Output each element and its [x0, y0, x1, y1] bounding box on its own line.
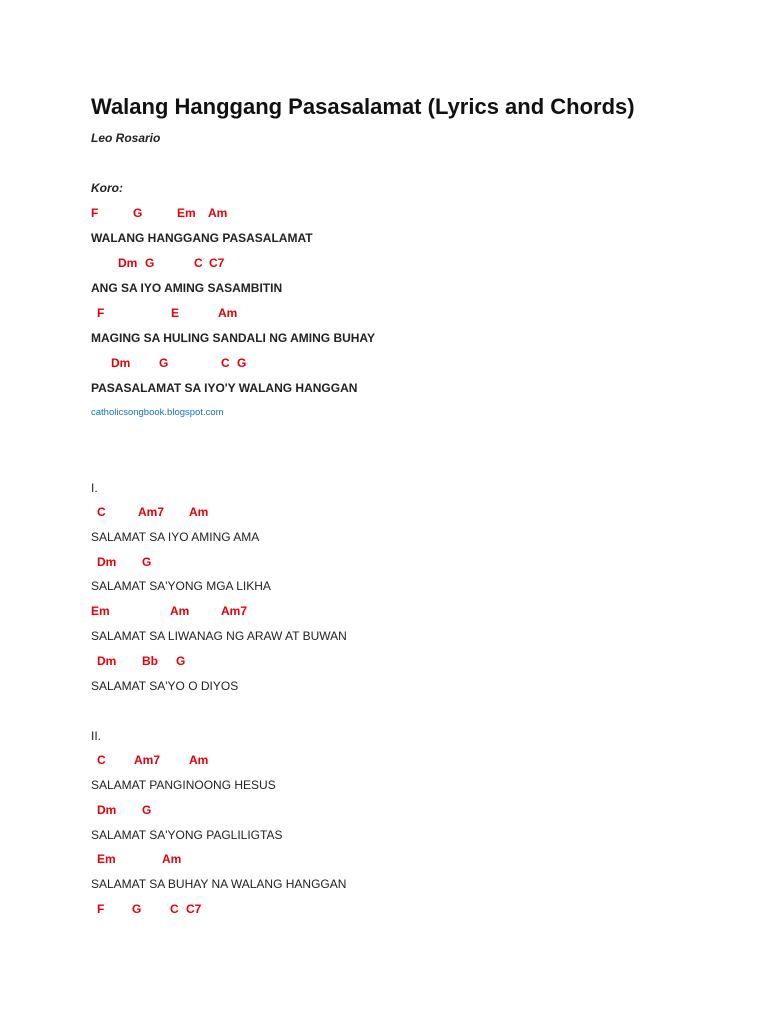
verse-1-label: I. — [91, 481, 98, 495]
source-link[interactable]: catholicsongbook.blogspot.com — [91, 407, 224, 418]
chord: G — [176, 654, 186, 668]
chord: Em — [91, 604, 110, 618]
chord-line — [91, 256, 391, 270]
chord: F — [91, 206, 99, 220]
chord: Dm — [97, 555, 117, 569]
lyric-line: SALAMAT PANGINOONG HESUS — [91, 778, 276, 792]
chord: Am — [170, 604, 190, 618]
lyric-line: SALAMAT SA IYO AMING AMA — [91, 530, 260, 544]
chord: C7 — [209, 256, 225, 270]
chord: C — [221, 356, 230, 370]
chord: Am7 — [134, 753, 161, 767]
chord: C — [97, 505, 106, 519]
chord: C — [194, 256, 203, 270]
chord-line — [91, 654, 391, 668]
chord-line — [91, 505, 391, 519]
chord: C — [170, 902, 179, 916]
chord: E — [171, 306, 180, 320]
chord: G — [142, 803, 152, 817]
chord-line — [91, 852, 391, 866]
chord: C — [97, 753, 106, 767]
chord: Am — [162, 852, 182, 866]
chord: Em — [97, 852, 116, 866]
chord: Dm — [97, 654, 117, 668]
chord-line — [91, 753, 391, 767]
chord-line — [91, 902, 391, 916]
chord: F — [97, 902, 105, 916]
chord: G — [132, 902, 142, 916]
chord: F — [97, 306, 105, 320]
chord-line — [91, 803, 391, 817]
lyric-line: SALAMAT SA'YONG PAGLILIGTAS — [91, 828, 283, 842]
lyric-line: SALAMAT SA'YONG MGA LIKHA — [91, 579, 271, 593]
chord-line — [91, 356, 391, 370]
chord-line — [91, 306, 391, 320]
song-author: Leo Rosario — [91, 131, 161, 145]
lyric-line: SALAMAT SA BUHAY NA WALANG HANGGAN — [91, 877, 347, 891]
chord: Am — [189, 753, 209, 767]
chord: Dm — [111, 356, 131, 370]
chord: G — [145, 256, 155, 270]
verse-2-label: II. — [91, 729, 102, 743]
chord: G — [237, 356, 247, 370]
chord-line — [91, 555, 391, 569]
chord: Am — [208, 206, 228, 220]
chord: Am — [218, 306, 238, 320]
lyric-line: WALANG HANGGANG PASASALAMAT — [91, 231, 313, 245]
chord: Dm — [118, 256, 138, 270]
chorus-label: Koro: — [91, 181, 123, 195]
chord: Am — [189, 505, 209, 519]
chord: Em — [177, 206, 196, 220]
lyric-line: PASASALAMAT SA IYO'Y WALANG HANGGAN — [91, 381, 358, 395]
lyric-line: ANG SA IYO AMING SASAMBITIN — [91, 281, 283, 295]
song-title: Walang Hanggang Pasasalamat (Lyrics and Chords) — [91, 94, 635, 119]
lyric-line: SALAMAT SA'YO O DIYOS — [91, 679, 239, 693]
lyric-line: SALAMAT SA LIWANAG NG ARAW AT BUWAN — [91, 629, 347, 643]
chord-line — [91, 604, 391, 618]
chord: G — [133, 206, 143, 220]
chord: G — [142, 555, 152, 569]
chord: C7 — [186, 902, 202, 916]
chord: G — [159, 356, 169, 370]
chord: Dm — [97, 803, 117, 817]
lyric-line: MAGING SA HULING SANDALI NG AMING BUHAY — [91, 331, 376, 345]
chord: Bb — [142, 654, 158, 668]
chord: Am7 — [221, 604, 248, 618]
chord-line — [91, 206, 391, 220]
chord: Am7 — [138, 505, 165, 519]
